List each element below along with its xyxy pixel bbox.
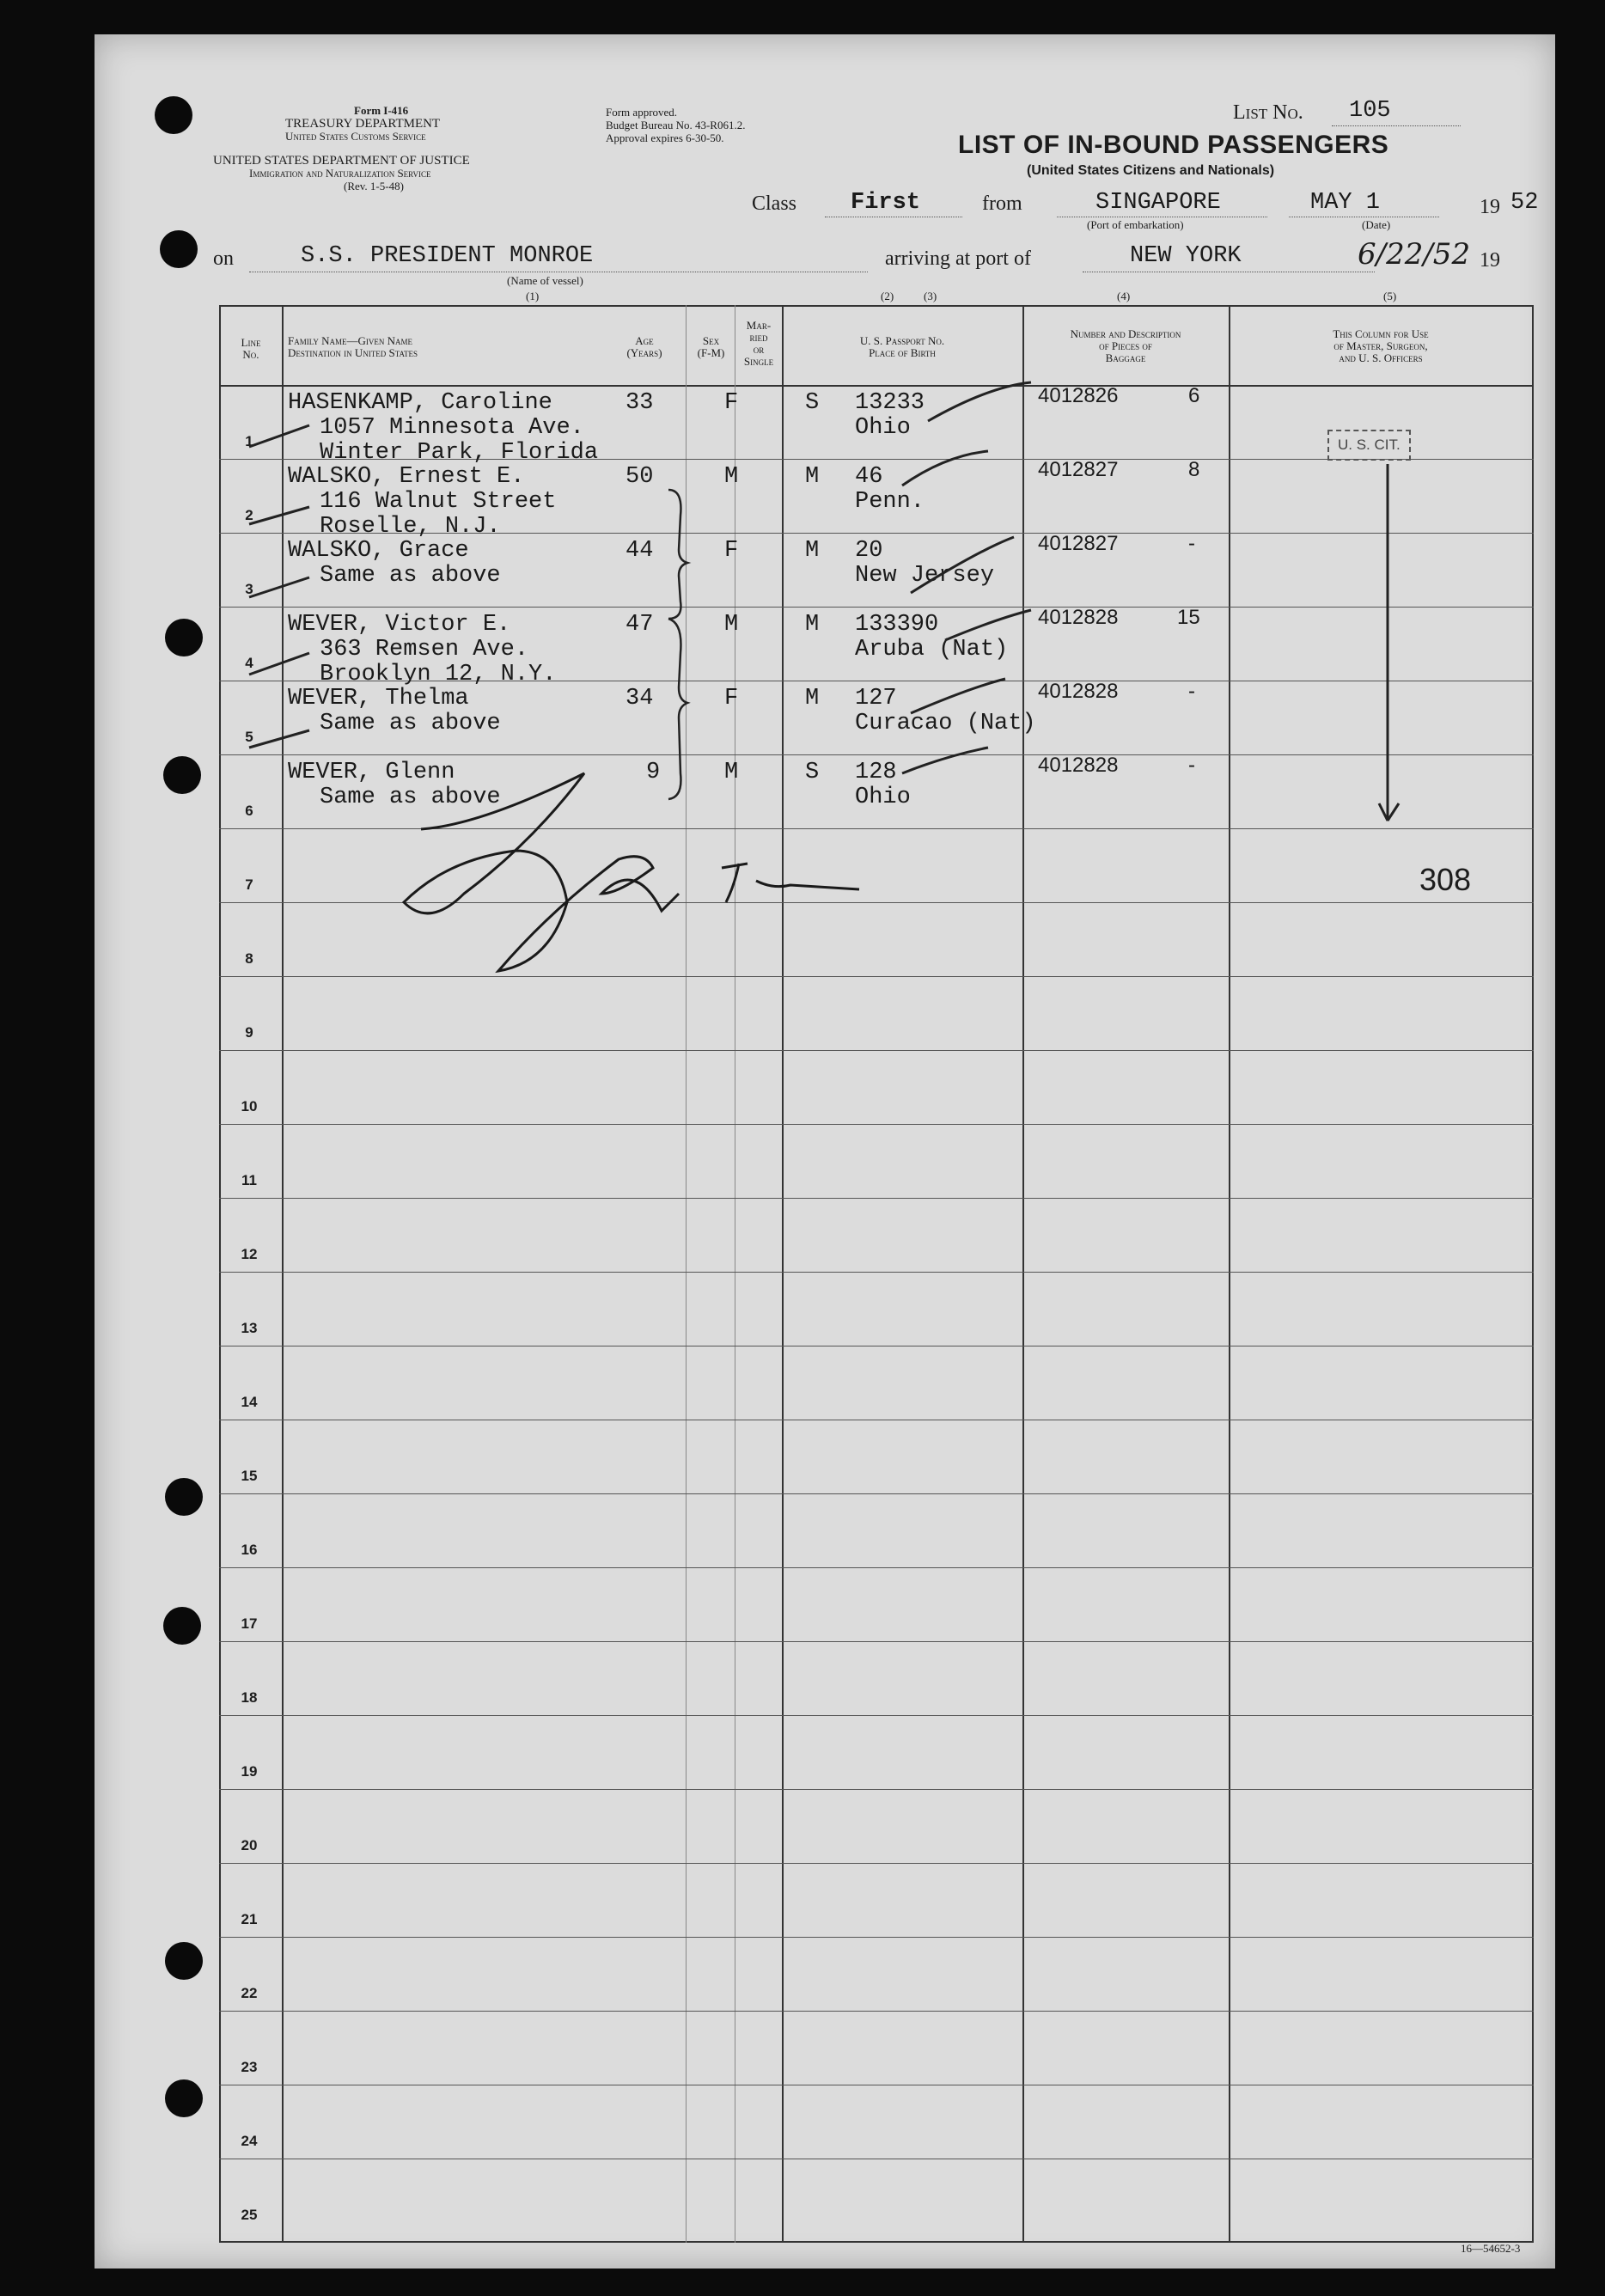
- line-number: 12: [241, 1246, 258, 1262]
- document-subtitle: (United States Citizens and Nationals): [1027, 163, 1275, 178]
- col-5: (5): [1383, 290, 1397, 302]
- line-number: 1: [245, 433, 253, 449]
- treasury-department: TREASURY DEPARTMENT: [285, 117, 441, 131]
- passenger-4-pieces: 15: [1177, 606, 1200, 629]
- passenger-3-name: WALSKO, Grace: [288, 538, 469, 564]
- passenger-5-pieces: -: [1188, 680, 1195, 703]
- revision: (Rev. 1-5-48): [344, 180, 404, 192]
- list-no-value: 105: [1349, 98, 1391, 124]
- passenger-3-baggage: 4012827: [1038, 532, 1119, 555]
- line-number: 3: [245, 581, 253, 597]
- class-label: Class: [752, 192, 797, 215]
- line-number: 18: [241, 1689, 258, 1706]
- list-no-label: List No.: [1233, 101, 1303, 124]
- line-number: 13: [241, 1320, 258, 1336]
- year-prefix-2: 19: [1480, 249, 1500, 272]
- passenger-4-baggage: 4012828: [1038, 606, 1119, 629]
- passenger-5-ms: M: [805, 686, 820, 711]
- col-baggage: Number and Description of Pieces of Baggage: [1070, 327, 1181, 364]
- passenger-5-name: WEVER, Thelma: [288, 686, 469, 711]
- line-number: 10: [241, 1098, 258, 1114]
- passenger-2-baggage: 4012827: [1038, 458, 1119, 481]
- document-title: LIST OF IN-BOUND PASSENGERS: [958, 131, 1389, 159]
- line-number: 24: [241, 2133, 258, 2149]
- passenger-1-addr2: Winter Park, Florida: [320, 440, 599, 466]
- date-value: MAY 1: [1310, 190, 1381, 216]
- passenger-4-addr1: 363 Remsen Ave.: [320, 637, 529, 663]
- passenger-5-baggage: 4012828: [1038, 680, 1119, 703]
- passenger-2-passport: 46: [855, 464, 883, 490]
- passenger-4-birth: Aruba (Nat): [855, 637, 1009, 663]
- passenger-1-birth: Ohio: [855, 415, 911, 441]
- department-of-justice: UNITED STATES DEPARTMENT OF JUSTICE: [213, 154, 470, 168]
- line-number: 16: [241, 1542, 258, 1558]
- passenger-6-passport: 128: [855, 760, 897, 785]
- passenger-2-name: WALSKO, Ernest E.: [288, 464, 525, 490]
- line-number: 15: [241, 1468, 258, 1484]
- passenger-1-addr1: 1057 Minnesota Ave.: [320, 415, 584, 441]
- passenger-6-ms: S: [805, 760, 820, 785]
- year-value: 52: [1510, 190, 1539, 216]
- col-3: (3): [924, 290, 937, 302]
- line-number: 5: [245, 729, 253, 745]
- line-number: 25: [241, 2207, 258, 2223]
- approval-line-3: Approval expires 6-30-50.: [606, 131, 724, 144]
- line-number: 17: [241, 1615, 258, 1632]
- passenger-3-age: 44: [626, 538, 654, 564]
- us-citizen-stamp: U. S. CIT.: [1327, 430, 1411, 461]
- col-sex: Sex (F-M): [697, 334, 725, 359]
- customs-service: United States Customs Service: [285, 130, 426, 143]
- passenger-2-ms: M: [805, 464, 820, 490]
- passenger-4-addr2: Brooklyn 12, N.Y.: [320, 662, 557, 687]
- passenger-1-age: 33: [626, 390, 654, 416]
- passenger-1-pieces: 6: [1188, 384, 1200, 407]
- vessel-caption: (Name of vessel): [507, 274, 583, 287]
- passenger-6-addr1: Same as above: [320, 785, 501, 810]
- line-number: 19: [241, 1763, 258, 1780]
- line-number: 8: [245, 950, 253, 967]
- passenger-2-addr1: 116 Walnut Street: [320, 489, 557, 515]
- vessel-value: S.S. PRESIDENT MONROE: [301, 243, 594, 269]
- port-embark-caption: (Port of embarkation): [1087, 218, 1184, 231]
- line-number: 14: [241, 1394, 258, 1410]
- approval-line-2: Budget Bureau No. 43-R061.2.: [606, 119, 746, 131]
- col-line-no: Line No.: [241, 336, 261, 361]
- passenger-2-age: 50: [626, 464, 654, 490]
- line-number: 7: [245, 876, 253, 893]
- passenger-5-age: 34: [626, 686, 654, 711]
- passenger-1-baggage: 4012826: [1038, 384, 1119, 407]
- passenger-1-ms: S: [805, 390, 820, 416]
- from-value: SINGAPORE: [1095, 190, 1221, 216]
- class-value: First: [851, 190, 921, 216]
- arrival-port-value: NEW YORK: [1130, 243, 1242, 269]
- line-number: 20: [241, 1837, 258, 1853]
- footer-code: 16—54652-3: [1461, 2242, 1521, 2255]
- count-308: 308: [1419, 862, 1472, 897]
- passenger-3-pieces: -: [1188, 532, 1195, 555]
- passenger-3-addr1: Same as above: [320, 563, 501, 589]
- passenger-2-birth: Penn.: [855, 489, 925, 515]
- passenger-6-birth: Ohio: [855, 785, 911, 810]
- passenger-2-pieces: 8: [1188, 458, 1200, 481]
- passenger-4-name: WEVER, Victor E.: [288, 612, 511, 638]
- col-passport: U. S. Passport No. Place of Birth: [859, 334, 945, 359]
- from-label: from: [982, 192, 1022, 215]
- arrival-date-handwritten: 6/22/52: [1358, 237, 1471, 272]
- passenger-3-sex: F: [724, 538, 739, 564]
- vessel-col-number: (1): [526, 290, 540, 302]
- passenger-4-sex: M: [724, 612, 739, 638]
- arriving-label: arriving at port of: [885, 247, 1031, 270]
- passenger-6-age: 9: [646, 760, 661, 785]
- col-4: (4): [1117, 290, 1131, 302]
- passenger-5-birth: Curacao (Nat): [855, 711, 1036, 736]
- line-number: 11: [241, 1172, 257, 1188]
- col-2: (2): [881, 290, 894, 302]
- line-number: 22: [241, 1985, 258, 2001]
- passenger-2-addr2: Roselle, N.J.: [320, 514, 501, 540]
- line-number: 4: [245, 655, 253, 671]
- passenger-1-sex: F: [724, 390, 739, 416]
- passenger-3-ms: M: [805, 538, 820, 564]
- passenger-6-name: WEVER, Glenn: [288, 760, 455, 785]
- passenger-1-name: HASENKAMP, Caroline: [288, 390, 552, 416]
- line-number: 9: [245, 1024, 253, 1041]
- passenger-4-ms: M: [805, 612, 820, 638]
- line-number: 2: [245, 507, 253, 523]
- passenger-2-sex: M: [724, 464, 739, 490]
- approval-line-1: Form approved.: [606, 106, 678, 119]
- col-name: Family Name—Given Name Destination in United States: [288, 334, 418, 359]
- passenger-5-sex: F: [724, 686, 739, 711]
- passenger-4-passport: 133390: [855, 612, 939, 638]
- passenger-3-birth: New Jersey: [855, 563, 995, 589]
- line-number: 23: [241, 2059, 258, 2075]
- col-age: Age (Years): [626, 334, 662, 359]
- passenger-6-sex: M: [724, 760, 739, 785]
- col-officers: This Column for Use of Master, Surgeon, and U. S. Officers: [1333, 327, 1429, 364]
- passenger-3-passport: 20: [855, 538, 883, 564]
- year-prefix: 19: [1480, 196, 1500, 218]
- passenger-1-passport: 13233: [855, 390, 925, 416]
- ins-label: Immigration and Naturalization Service: [249, 167, 431, 180]
- date-caption: (Date): [1362, 218, 1391, 231]
- passenger-6-pieces: -: [1188, 754, 1195, 777]
- col-married: Mar- ried or Single: [743, 319, 774, 368]
- line-number: 6: [245, 803, 253, 819]
- form-number: Form I-416: [354, 104, 409, 117]
- line-number: 21: [241, 1911, 258, 1927]
- passenger-4-age: 47: [626, 612, 654, 638]
- passenger-5-addr1: Same as above: [320, 711, 501, 736]
- on-label: on: [213, 247, 234, 270]
- passenger-5-passport: 127: [855, 686, 897, 711]
- passenger-6-baggage: 4012828: [1038, 754, 1119, 777]
